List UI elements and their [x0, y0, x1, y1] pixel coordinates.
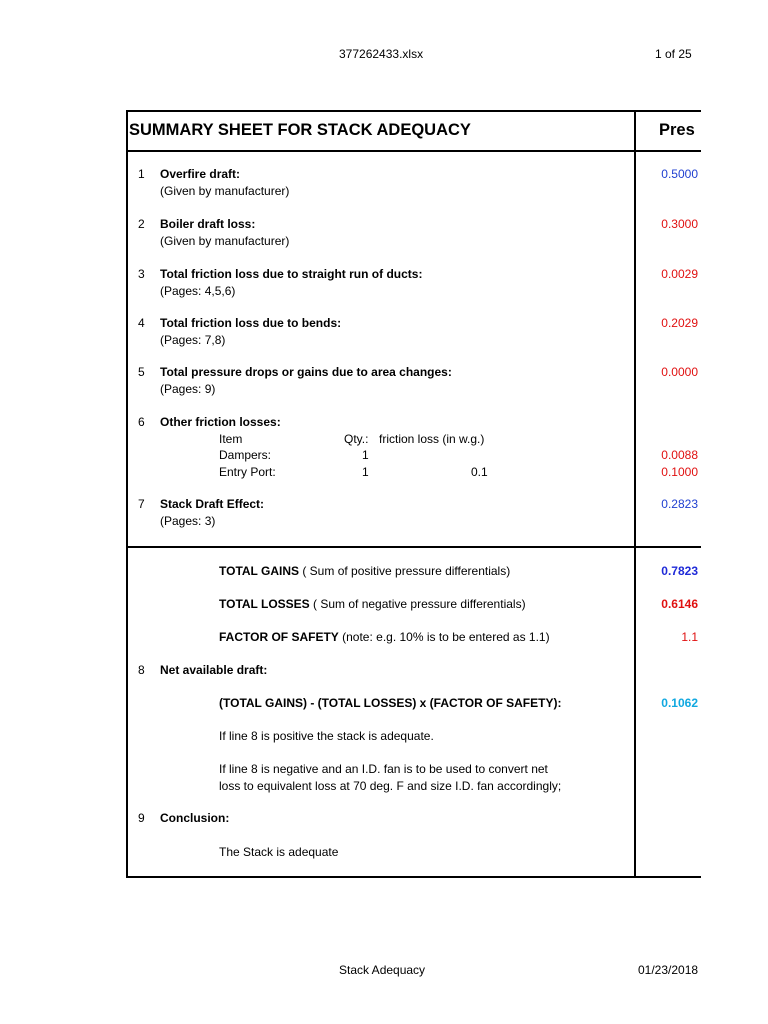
row-number: 1	[138, 167, 145, 181]
row-label: Total friction loss due to straight run of ducts:	[160, 267, 423, 281]
row-sublabel: (Given by manufacturer)	[160, 184, 290, 198]
safety-factor-note: (note: e.g. 10% is to be entered as 1.1)	[338, 630, 550, 644]
row-label: Total friction loss due to bends:	[160, 316, 342, 330]
safety-factor-value: 1.1	[681, 630, 698, 644]
table-border-top	[126, 110, 701, 112]
other-loss-item-value: 0.0088	[661, 448, 698, 462]
other-losses-col-qty: Qty.:	[344, 432, 369, 446]
row-sublabel: (Pages: 3)	[160, 514, 216, 528]
row-value: 0.0000	[661, 365, 698, 379]
column-divider	[634, 110, 636, 878]
row-label: Other friction losses:	[160, 415, 281, 429]
row-sublabel: (Pages: 9)	[160, 382, 216, 396]
total-losses-note: ( Sum of negative pressure differentials)	[309, 597, 526, 611]
negative-note-line-2: loss to equivalent loss at 70 deg. F and size I.D. fan accordingly;	[219, 779, 562, 793]
row-value: 0.0029	[661, 267, 698, 281]
page-number: 1 of 25	[655, 47, 692, 61]
row-value: 0.3000	[661, 217, 698, 231]
net-draft-label: Net available draft:	[160, 663, 268, 677]
table-border-bottom	[126, 876, 701, 878]
total-losses-value: 0.6146	[661, 597, 698, 611]
other-loss-item-loss: 0.1	[471, 465, 488, 479]
footer-sheet-name: Stack Adequacy	[339, 963, 426, 977]
table-border-left	[126, 110, 128, 878]
total-gains-note: ( Sum of positive pressure differentials)	[299, 564, 511, 578]
total-gains-line	[219, 564, 510, 578]
row-sublabel: (Pages: 4,5,6)	[160, 284, 236, 298]
other-losses-col-loss: friction loss (in w.g.)	[379, 432, 485, 446]
row-value: 0.2029	[661, 316, 698, 330]
row-sublabel: (Pages: 7,8)	[160, 333, 226, 347]
negative-note-line-1: If line 8 is negative and an I.D. fan is to be used to convert net	[219, 762, 548, 776]
other-loss-item-name: Dampers:	[219, 448, 272, 462]
total-gains-label: TOTAL GAINS	[219, 564, 300, 578]
value-column-header: Pres	[659, 121, 695, 139]
safety-factor-label: FACTOR OF SAFETY	[219, 630, 339, 644]
net-draft-value: 0.1062	[661, 696, 698, 710]
positive-note: If line 8 is positive the stack is adequate.	[219, 729, 434, 743]
row-number: 2	[138, 217, 145, 231]
row-label: Overfire draft:	[160, 167, 241, 181]
file-name: 377262433.xlsx	[339, 47, 424, 61]
row-number: 5	[138, 365, 145, 379]
row-label: Total pressure drops or gains due to area changes:	[160, 365, 452, 379]
row-number: 9	[138, 811, 145, 825]
sheet-title: SUMMARY SHEET FOR STACK ADEQUACY	[129, 121, 471, 139]
row-number: 6	[138, 415, 145, 429]
row-value: 0.5000	[661, 167, 698, 181]
total-gains-value: 0.7823	[661, 564, 698, 578]
row-number: 4	[138, 316, 145, 330]
row-number: 8	[138, 663, 145, 677]
net-draft-formula: (TOTAL GAINS) - (TOTAL LOSSES) x (FACTOR OF SAFETY):	[219, 696, 562, 710]
row-label: Boiler draft loss:	[160, 217, 256, 231]
row-value: 0.2823	[661, 497, 698, 511]
total-losses-line	[219, 597, 526, 611]
other-loss-item-name: Entry Port:	[219, 465, 276, 479]
totals-divider	[126, 546, 701, 548]
total-losses-label: TOTAL LOSSES	[219, 597, 310, 611]
other-loss-item-value: 0.1000	[661, 465, 698, 479]
row-number: 7	[138, 497, 145, 511]
other-losses-col-item: Item	[219, 432, 243, 446]
header-divider	[126, 150, 701, 152]
other-loss-item-qty: 1	[362, 465, 369, 479]
other-loss-item-qty: 1	[362, 448, 369, 462]
row-sublabel: (Given by manufacturer)	[160, 234, 290, 248]
conclusion-label: Conclusion:	[160, 811, 230, 825]
row-label: Stack Draft Effect:	[160, 497, 265, 511]
row-number: 3	[138, 267, 145, 281]
footer-date: 01/23/2018	[638, 963, 699, 977]
safety-factor-line	[219, 630, 550, 644]
conclusion-text: The Stack is adequate	[219, 845, 339, 859]
